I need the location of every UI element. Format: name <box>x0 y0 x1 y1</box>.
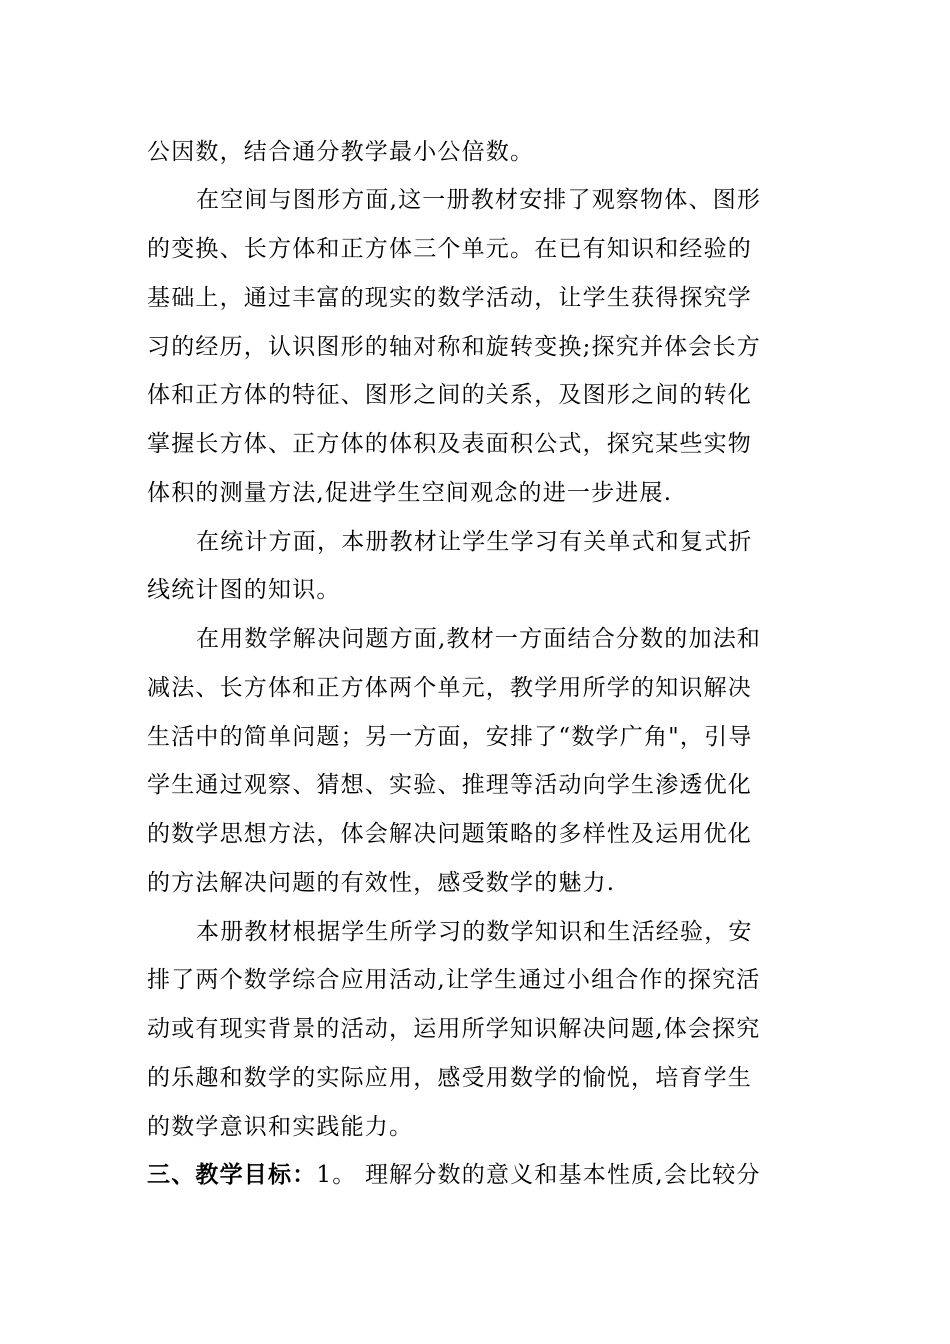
text-line-16: 的方法解决问题的有效性，感受数学的魅力. <box>147 870 616 896</box>
text-line-12: 减法、长方体和正方体两个单元，教学用所学的知识解决 <box>147 675 752 701</box>
text-line-8: 体积的测量方法,促进学生空间观念的进一步进展. <box>147 480 673 506</box>
text-line-1: 公因数，结合通分教学最小公倍数。 <box>147 139 535 165</box>
text-line-5: 习的经历，认识图形的轴对称和旋转变换;探究并体会长方 <box>147 334 761 360</box>
text-line-17: 本册教材根据学生所学习的数学知识和生活经验，安 <box>196 919 753 945</box>
text-line-18: 排了两个数学综合应用活动,让学生通过小组合作的探究活 <box>147 967 761 993</box>
section-heading-text: 1。 理解分数的意义和基本性质,会比较分 <box>316 1162 761 1188</box>
text-line-19: 动或有现实背景的活动，运用所学知识解决问题,体会探究 <box>147 1016 761 1042</box>
text-line-10: 线统计图的知识。 <box>147 577 341 603</box>
text-line-14: 学生通过观察、猜想、实验、推理等活动向学生渗透优化 <box>147 772 752 798</box>
text-line-9: 在统计方面，本册教材让学生学习有关单式和复式折 <box>196 529 753 555</box>
text-line-3: 的变换、长方体和正方体三个单元。在已有知识和经验的 <box>147 236 752 262</box>
text-line-7: 掌握长方体、正方体的体积及表面积公式，探究某些实物 <box>147 431 752 457</box>
text-line-13: 生活中的简单问题；另一方面，安排了“数学广角"，引导 <box>147 724 753 750</box>
text-line-21: 的数学意识和实践能力。 <box>147 1114 414 1140</box>
text-line-11: 在用数学解决问题方面,教材一方面结合分数的加法和 <box>196 626 762 652</box>
section-heading-label: 三、教学目标： <box>147 1162 317 1188</box>
text-line-15: 的数学思想方法，体会解决问题策略的多样性及运用优化 <box>147 821 752 847</box>
section-heading <box>147 1160 807 1190</box>
text-line-2: 在空间与图形方面,这一册教材安排了观察物体、图形 <box>196 187 762 213</box>
text-line-6: 体和正方体的特征、图形之间的关系，及图形之间的转化 <box>147 382 752 408</box>
text-line-4: 基础上，通过丰富的现实的数学活动，让学生获得探究学 <box>147 285 752 311</box>
text-line-20: 的乐趣和数学的实际应用，感受用数学的愉悦，培育学生 <box>147 1065 752 1091</box>
